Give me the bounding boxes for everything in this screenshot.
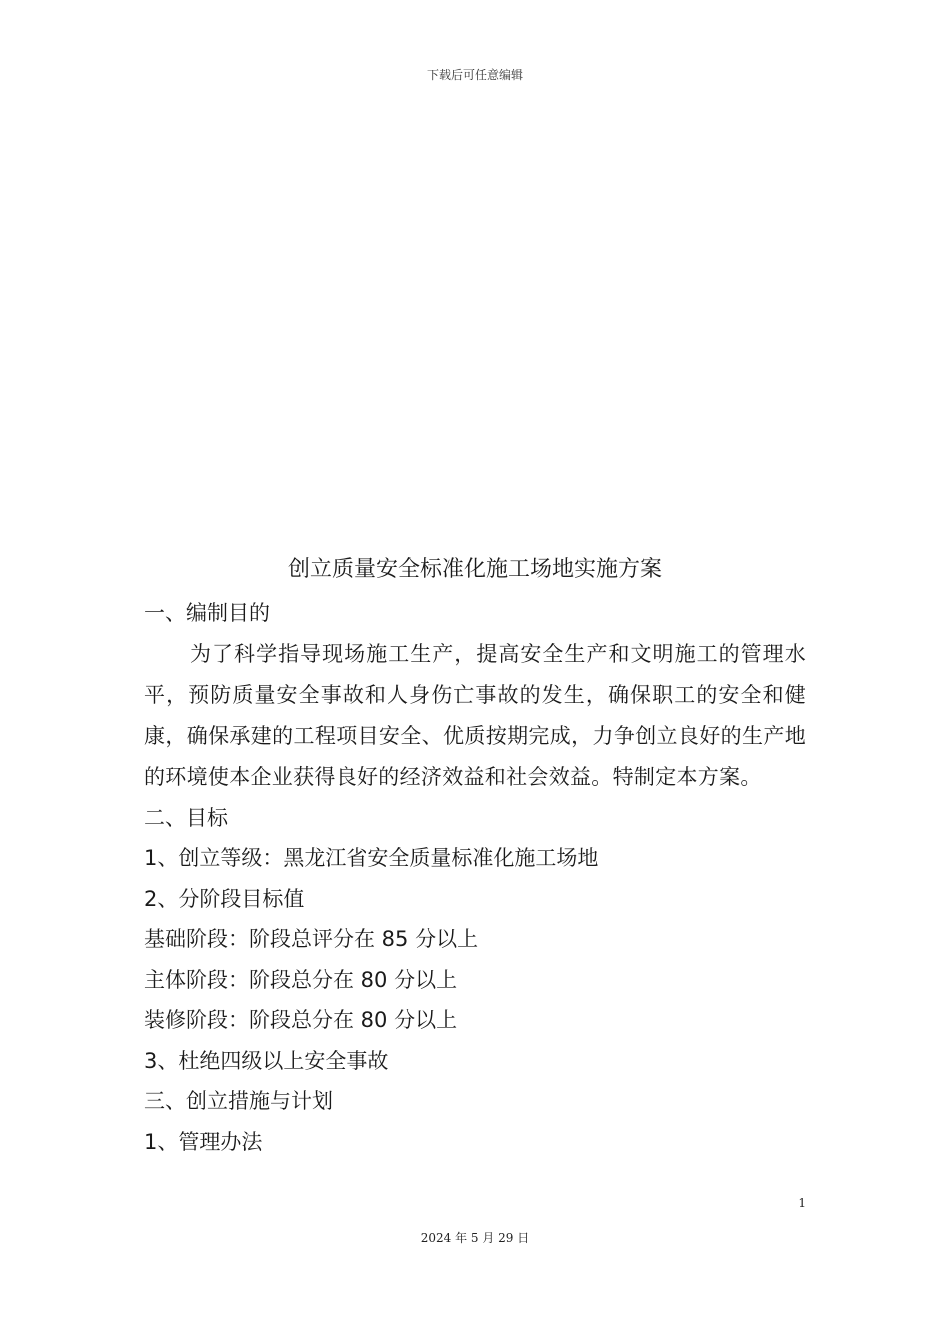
stage-foundation: 基础阶段：阶段总评分在 85 分以上 [144,927,479,951]
document-body [144,553,806,1162]
goal-item-stages: 2、分阶段目标值 [144,886,305,911]
section-heading-goals: 二、目标 [144,805,228,830]
section-heading-measures: 三、创立措施与计划 [144,1089,333,1113]
page-header: 下载后可任意编辑 [426,68,523,82]
goal-item-level: 1、创立等级：黑龙江省安全质量标准化施工场地 [144,846,599,870]
stage-main-structure: 主体阶段：阶段总分在 80 分以上 [144,967,458,992]
stage-decoration: 装修阶段：阶段总分在 80 分以上 [144,1008,458,1032]
section-heading-purpose: 一、编制目的 [144,601,270,625]
page-footer-date: 2024 年 5 月 29 日 [420,1231,530,1245]
page-number: 1 [798,1196,806,1210]
purpose-paragraph: 为了科学指导现场施工生产，提高安全生产和文明施工的管理水平，预防质量安全事故和人身伤亡事故的发生，确保职工的安全和健康，确保承建的工程项目安全、优质按期完成，力争创立良好的生产地的环境使本企业获得良好的经济效益和社会效益。特制定本方案。 [144,641,806,789]
document-title: 创立质量安全标准化施工场地实施方案 [287,557,662,582]
goal-item-accidents: 3、杜绝四级以上安全事故 [144,1048,389,1073]
measure-item-management: 1、管理办法 [144,1129,263,1154]
